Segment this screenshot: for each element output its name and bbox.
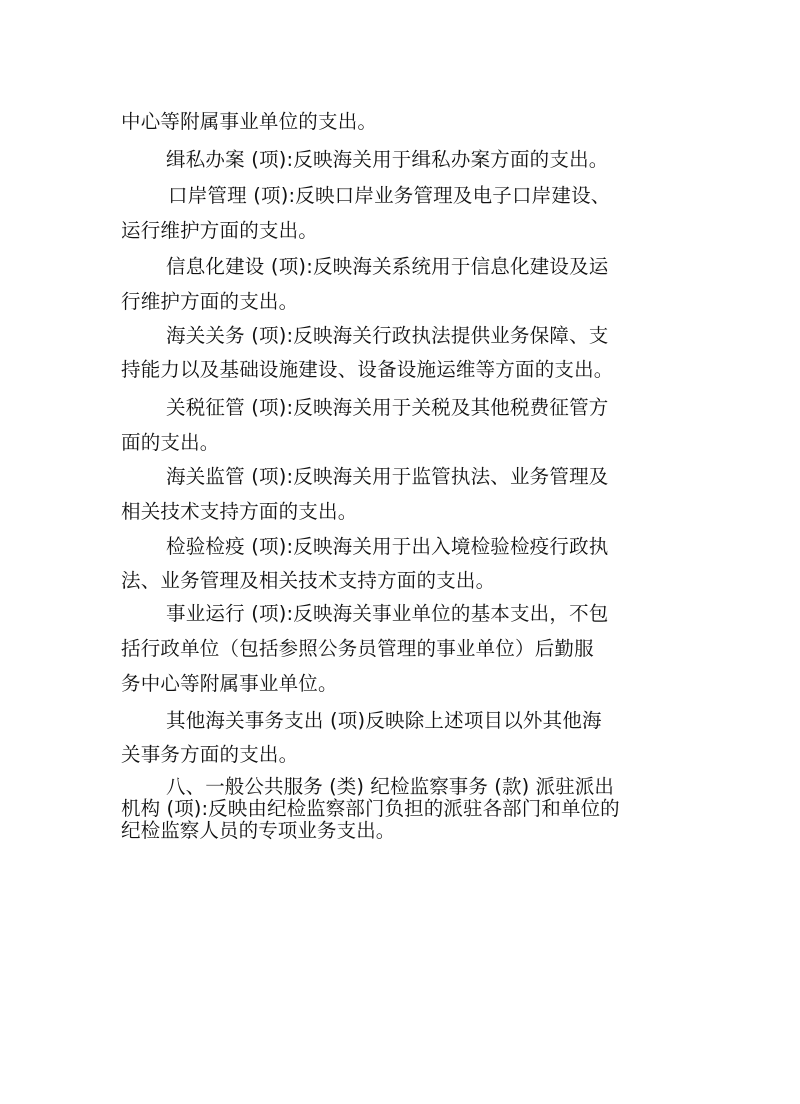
text-line: 检验检疫 (项):反映海关用于出入境检验检疫行政执 [166, 535, 609, 558]
text-line: 信息化建设 (项):反映海关系统用于信息化建设及运 [166, 255, 609, 278]
text-line: 关税征管 (项):反映海关用于关税及其他税费征管方 [166, 396, 609, 419]
text-line: 海关关务 (项):反映海关行政执法提供业务保障、支 [166, 324, 609, 347]
text-line: 中心等附属事业单位的支出。 [121, 110, 378, 133]
text-line: 相关技术支持方面的支出。 [121, 500, 358, 523]
text-line: 运行维护方面的支出。 [121, 219, 319, 242]
text-line: 事业运行 (项):反映海关事业单位的基本支出，不包 [166, 602, 609, 625]
text-line: 缉私办案 (项):反映海关用于缉私办案方面的支出。 [166, 148, 609, 171]
text-line: 面的支出。 [121, 431, 220, 454]
text-line: 务中心等附属事业单位。 [121, 672, 338, 695]
text-line: 关事务方面的支出。 [121, 743, 299, 766]
text-line: 八、一般公共服务 (类) 纪检监察事务 (款) 派驻派出 [166, 775, 615, 798]
text-line: 纪检监察人员的专项业务支出。 [121, 819, 396, 842]
text-line: 机构 (项):反映由纪检监察部门负担的派驻各部门和单位的 [121, 797, 620, 820]
text-line: 行维护方面的支出。 [121, 290, 299, 313]
text-line: 法、业务管理及相关技术支持方面的支出。 [121, 569, 496, 592]
text-line: 口岸管理 (项):反映口岸业务管理及电子口岸建设、 [168, 184, 611, 207]
text-line: 海关监管 (项):反映海关用于监管执法、业务管理及 [166, 465, 609, 488]
text-line: 括行政单位（包括参照公务员管理的事业单位）后勤服 [121, 637, 594, 660]
text-line: 其他海关事务支出 (项)反映除上述项目以外其他海 [166, 709, 602, 732]
text-line: 持能力以及基础设施建设、设备设施运维等方面的支出。 [121, 358, 614, 381]
